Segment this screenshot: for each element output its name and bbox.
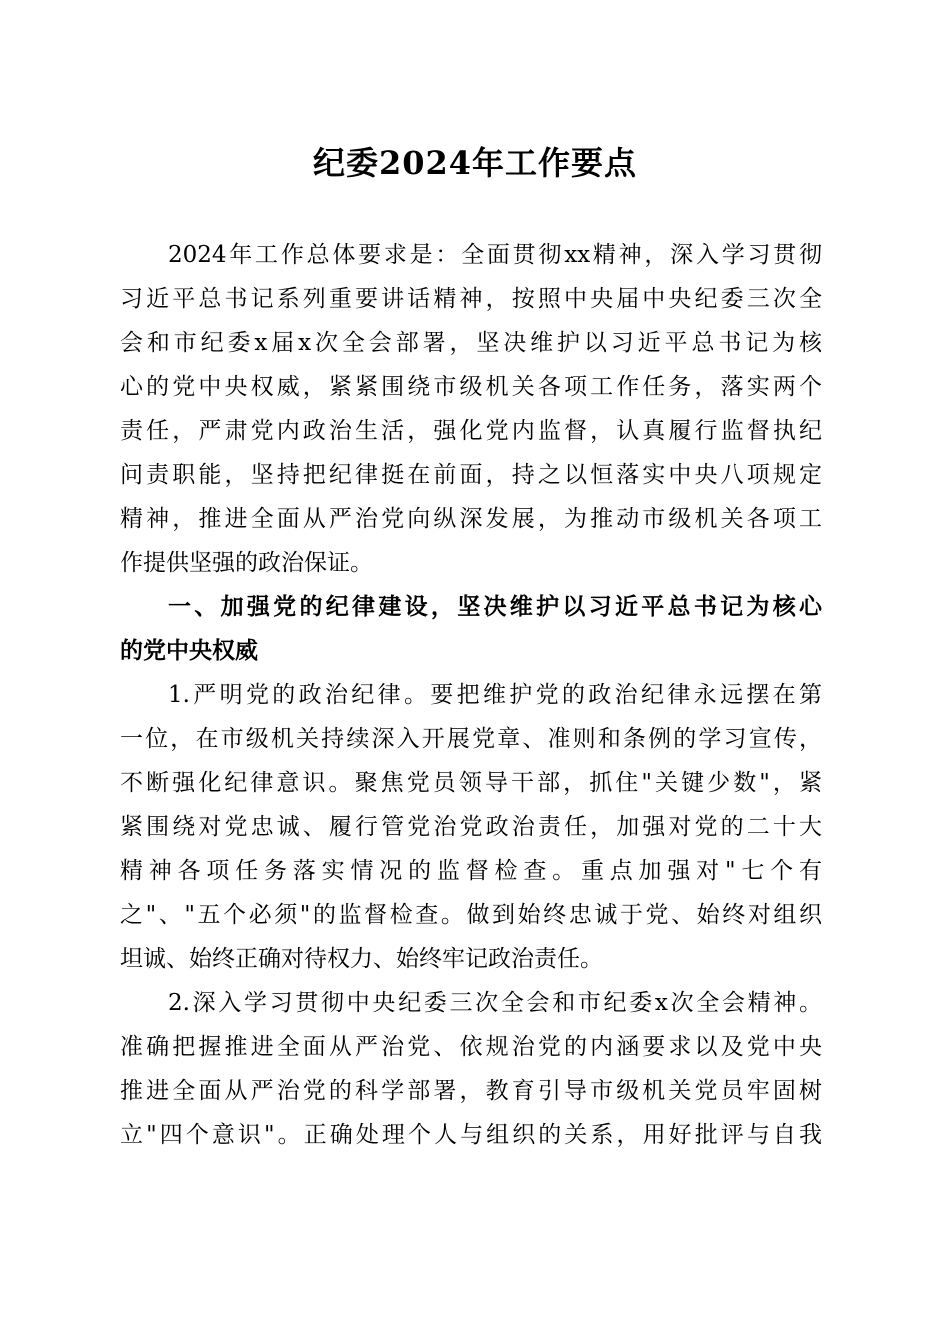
text-line: 推进全面从严治党的科学部署，教育引导市级机关党员牢固树 [120, 1078, 822, 1104]
paragraph [120, 673, 822, 981]
text-line: 坦诚、始终正确对待权力、始终牢记政治责任。 [120, 946, 603, 972]
paragraph [120, 981, 822, 1157]
text-line: 习近平总书记系列重要讲话精神，按照中央届中央纪委三次全 [120, 286, 822, 312]
text-line: 一位，在市级机关持续深入开展党章、准则和条例的学习宣传， [120, 726, 822, 752]
text-line: 准确把握推进全面从严治党、依规治党的内涵要求以及党中央 [120, 1034, 822, 1060]
text-line: 责任，严肃党内政治生活，强化党内监督，认真履行监督执纪 [120, 418, 822, 444]
document-body [120, 233, 822, 1157]
text-line: 之"、"五个必须"的监督检查。做到始终忠诚于党、始终对组织 [120, 902, 822, 928]
heading-line: 一、加强党的纪律建设，坚决维护以习近平总书记为核心 [168, 594, 822, 620]
text-line: 2.深入学习贯彻中央纪委三次全会和市纪委x次全会精神。 [168, 990, 822, 1016]
text-line: 精神各项任务落实情况的监督检查。重点加强对"七个有 [120, 858, 822, 884]
text-line: 紧围绕对党忠诚、履行管党治党政治责任，加强对党的二十大 [120, 814, 822, 840]
text-line: 精神，推进全面从严治党向纵深发展，为推动市级机关各项工 [120, 506, 822, 532]
heading-line: 的党中央权威 [120, 638, 258, 664]
text-line: 作提供坚强的政治保证。 [120, 550, 373, 576]
text-line: 心的党中央权威，紧紧围绕市级机关各项工作任务，落实两个 [120, 374, 822, 400]
text-line: 会和市纪委x届x次全会部署，坚决维护以习近平总书记为核 [120, 330, 822, 356]
text-line: 问责职能，坚持把纪律挺在前面，持之以恒落实中央八项规定 [120, 462, 822, 488]
text-line: 不断强化纪律意识。聚焦党员领导干部，抓住"关键少数"，紧 [120, 770, 822, 796]
document-title: 纪委2024年工作要点 [312, 144, 638, 182]
paragraph [120, 233, 822, 585]
text-line: 立"四个意识"。正确处理个人与组织的关系，用好批评与自我 [120, 1122, 822, 1148]
text-line: 1.严明党的政治纪律。要把维护党的政治纪律永远摆在第 [168, 682, 822, 708]
text-line: 2024年工作总体要求是：全面贯彻xx精神，深入学习贯彻 [168, 242, 822, 268]
section-heading [120, 585, 822, 673]
